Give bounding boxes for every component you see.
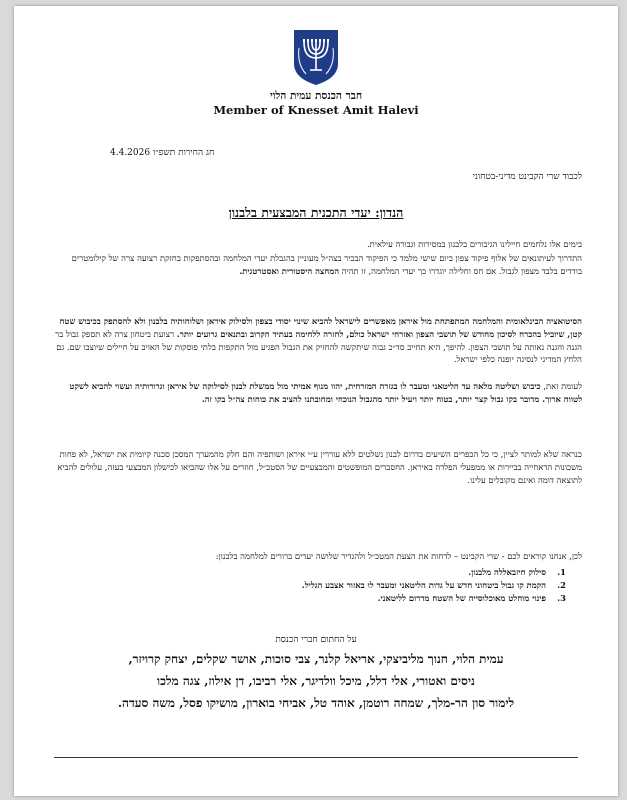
paragraph-text: בימים אלו נלחמים חיילינו הגיבורים בלבנון במסירות וגבורה עילאית. bbox=[367, 239, 582, 249]
signatories-line: עמית הלוי, חנוך מליביצקי, אריאל קלנר, צבי סוכות, אושר שקלים, יצחק קרויזר, bbox=[128, 652, 504, 666]
paragraph-emphasis: המחצה היסטורית ואסטרטגית. bbox=[239, 265, 340, 276]
paragraph-text-bold: הסיטואציה הבינלאומית והמלחמה המתפתחת מול איראן מאפשרים לישראל להביא שינוי יסודי בצפון ולסילוק איראן ושלוחותיה בלבנון ולא להסתפק בכיבוש שטח קטן, שיוביל בהכרח לסיכון מחודש של תושבי הצפון ואזרחי ישראל כולם, לחזרה ללחימה בעתיד הקרוב ובתנאים גרועים יותר. bbox=[59, 316, 582, 339]
letterhead-hebrew: חבר הכנסת עמית הלוי bbox=[269, 90, 363, 102]
paragraph-text-bold: כיבוש ושליטה מלאה עד הליטאני ומעבר לו בגזרה המזרחית, יהוו מנוף אמיתי מול ממשלת לבנון לסילוקה של איראן וגרורותיה ועשוי להביא לשקט לטווח ארוך. מדובר בקו גבול קצר יותר, בטוח יותר ויעיל יותר מהגבול הנוכחי ומחובתנו להציב את כוחות צה״ל בקו זה. bbox=[69, 381, 582, 404]
body-paragraph-6 bbox=[54, 550, 582, 563]
paragraph-text: החסברים המופשטים והמבצעיים של הסטכ״ל, חוזרים על אלו שהביאו לכישלון המבצעי בעזה, עלולים להביא לתוצאה דומה ואינם מקובלים עלינו. bbox=[57, 461, 582, 485]
signatories-block bbox=[44, 648, 588, 714]
list-text: סילוק חיזבאללה מלבנון. bbox=[468, 567, 546, 577]
signatories-line: לימור סון הר-מלך, שמחה רוטמן, אוהד טל, אביחי בוארון, מושיקו פסל, משה סעדה. bbox=[117, 696, 515, 710]
paragraph-text: לכן, אנחנו קוראים לכם - שרי הקבינט – לדחות את הצעת המטכ״ל ולהגדיר שלושה יעדים ברורים למלחמה בלבנון: bbox=[215, 551, 582, 561]
list-number: 2. bbox=[557, 580, 566, 590]
knesset-emblem-icon bbox=[292, 28, 340, 86]
body-paragraph-3 bbox=[54, 315, 582, 366]
list-text: הקמת קו גבול ביטחוני חדש על גדות הליטאני ומעבר לו באזור אצבע הגליל. bbox=[301, 580, 546, 590]
body-paragraph-1 bbox=[54, 238, 582, 251]
paragraph-text: התדרוך לעיתונאים של אלוף פיקוד צפון ביום שישי מלמד כי הפיקוד הבכיר בצה״ל מעוניין בהגבלת יעדי המלחמה ובהסתפקות בחזקת רצועה צרה של קילומטרים בודדים בלבד מצפון לגבול. אם חס וחלילה יוגדרו כך יעדי המלחמה, זו תהיה bbox=[71, 253, 582, 276]
list-number: 3. bbox=[557, 593, 566, 603]
list-text: פינוי מוחלט מאוכלוסייה של השטח מדרום לליטאני. bbox=[377, 593, 546, 603]
addressee-line: לכבוד שרי הקבינט מדיני-בטחוני bbox=[472, 172, 582, 182]
signed-by-line: על החתום חברי הכנסת bbox=[275, 635, 357, 645]
footer-divider bbox=[54, 757, 578, 758]
paragraph-text: לעומת זאת, bbox=[543, 381, 582, 391]
goals-list bbox=[54, 566, 566, 605]
body-paragraph-2 bbox=[54, 252, 582, 278]
list-item bbox=[54, 579, 566, 592]
subject-line: הנדון: יעדי התכנית המבצעית בלבנון bbox=[228, 205, 404, 220]
letterhead-english: Member of Knesset Amit Halevi bbox=[213, 103, 419, 117]
paragraph-text: רצועת ביטחון צרה לא תספק גבול בר הגנה והגנה נאותה על תושבי הצפון. להיפך, היא תחייב סד״כ גבוה שיתקשה להחזיק את הגבול הפגיע מול התקפות בלתי פוסקות של האויב על חיילים שיוצבו שם. גם הלחץ המדיני לנסיגה יופנה כלפי ישראל. bbox=[55, 328, 582, 365]
date-line: חג החירות תשפ״ו 4.4.2026 bbox=[110, 148, 215, 158]
signatories-line: ניסים ואטורי, אלי דלל, מיכל וולדיגר, אלי רביבו, דן אילוז, צגה מלכו bbox=[157, 674, 475, 688]
paragraph-text: כנראה שלא למותר לציין, כי כל הכפרים השיעים בדרום לבנון נשלטים ללא עוררין ע״י איראן ושותפיה והם חלק מהמערך המסכן סכנה קיומית את ישראל, לא פחות משכונות הדאחייה בביירות או ממפעלי הפלדה באיראן. bbox=[59, 449, 582, 472]
body-paragraph-5 bbox=[54, 448, 582, 486]
list-item bbox=[54, 592, 566, 605]
list-item bbox=[54, 566, 566, 579]
body-paragraph-4 bbox=[54, 380, 582, 406]
list-number: 1. bbox=[557, 567, 566, 577]
letter-page bbox=[14, 6, 618, 796]
